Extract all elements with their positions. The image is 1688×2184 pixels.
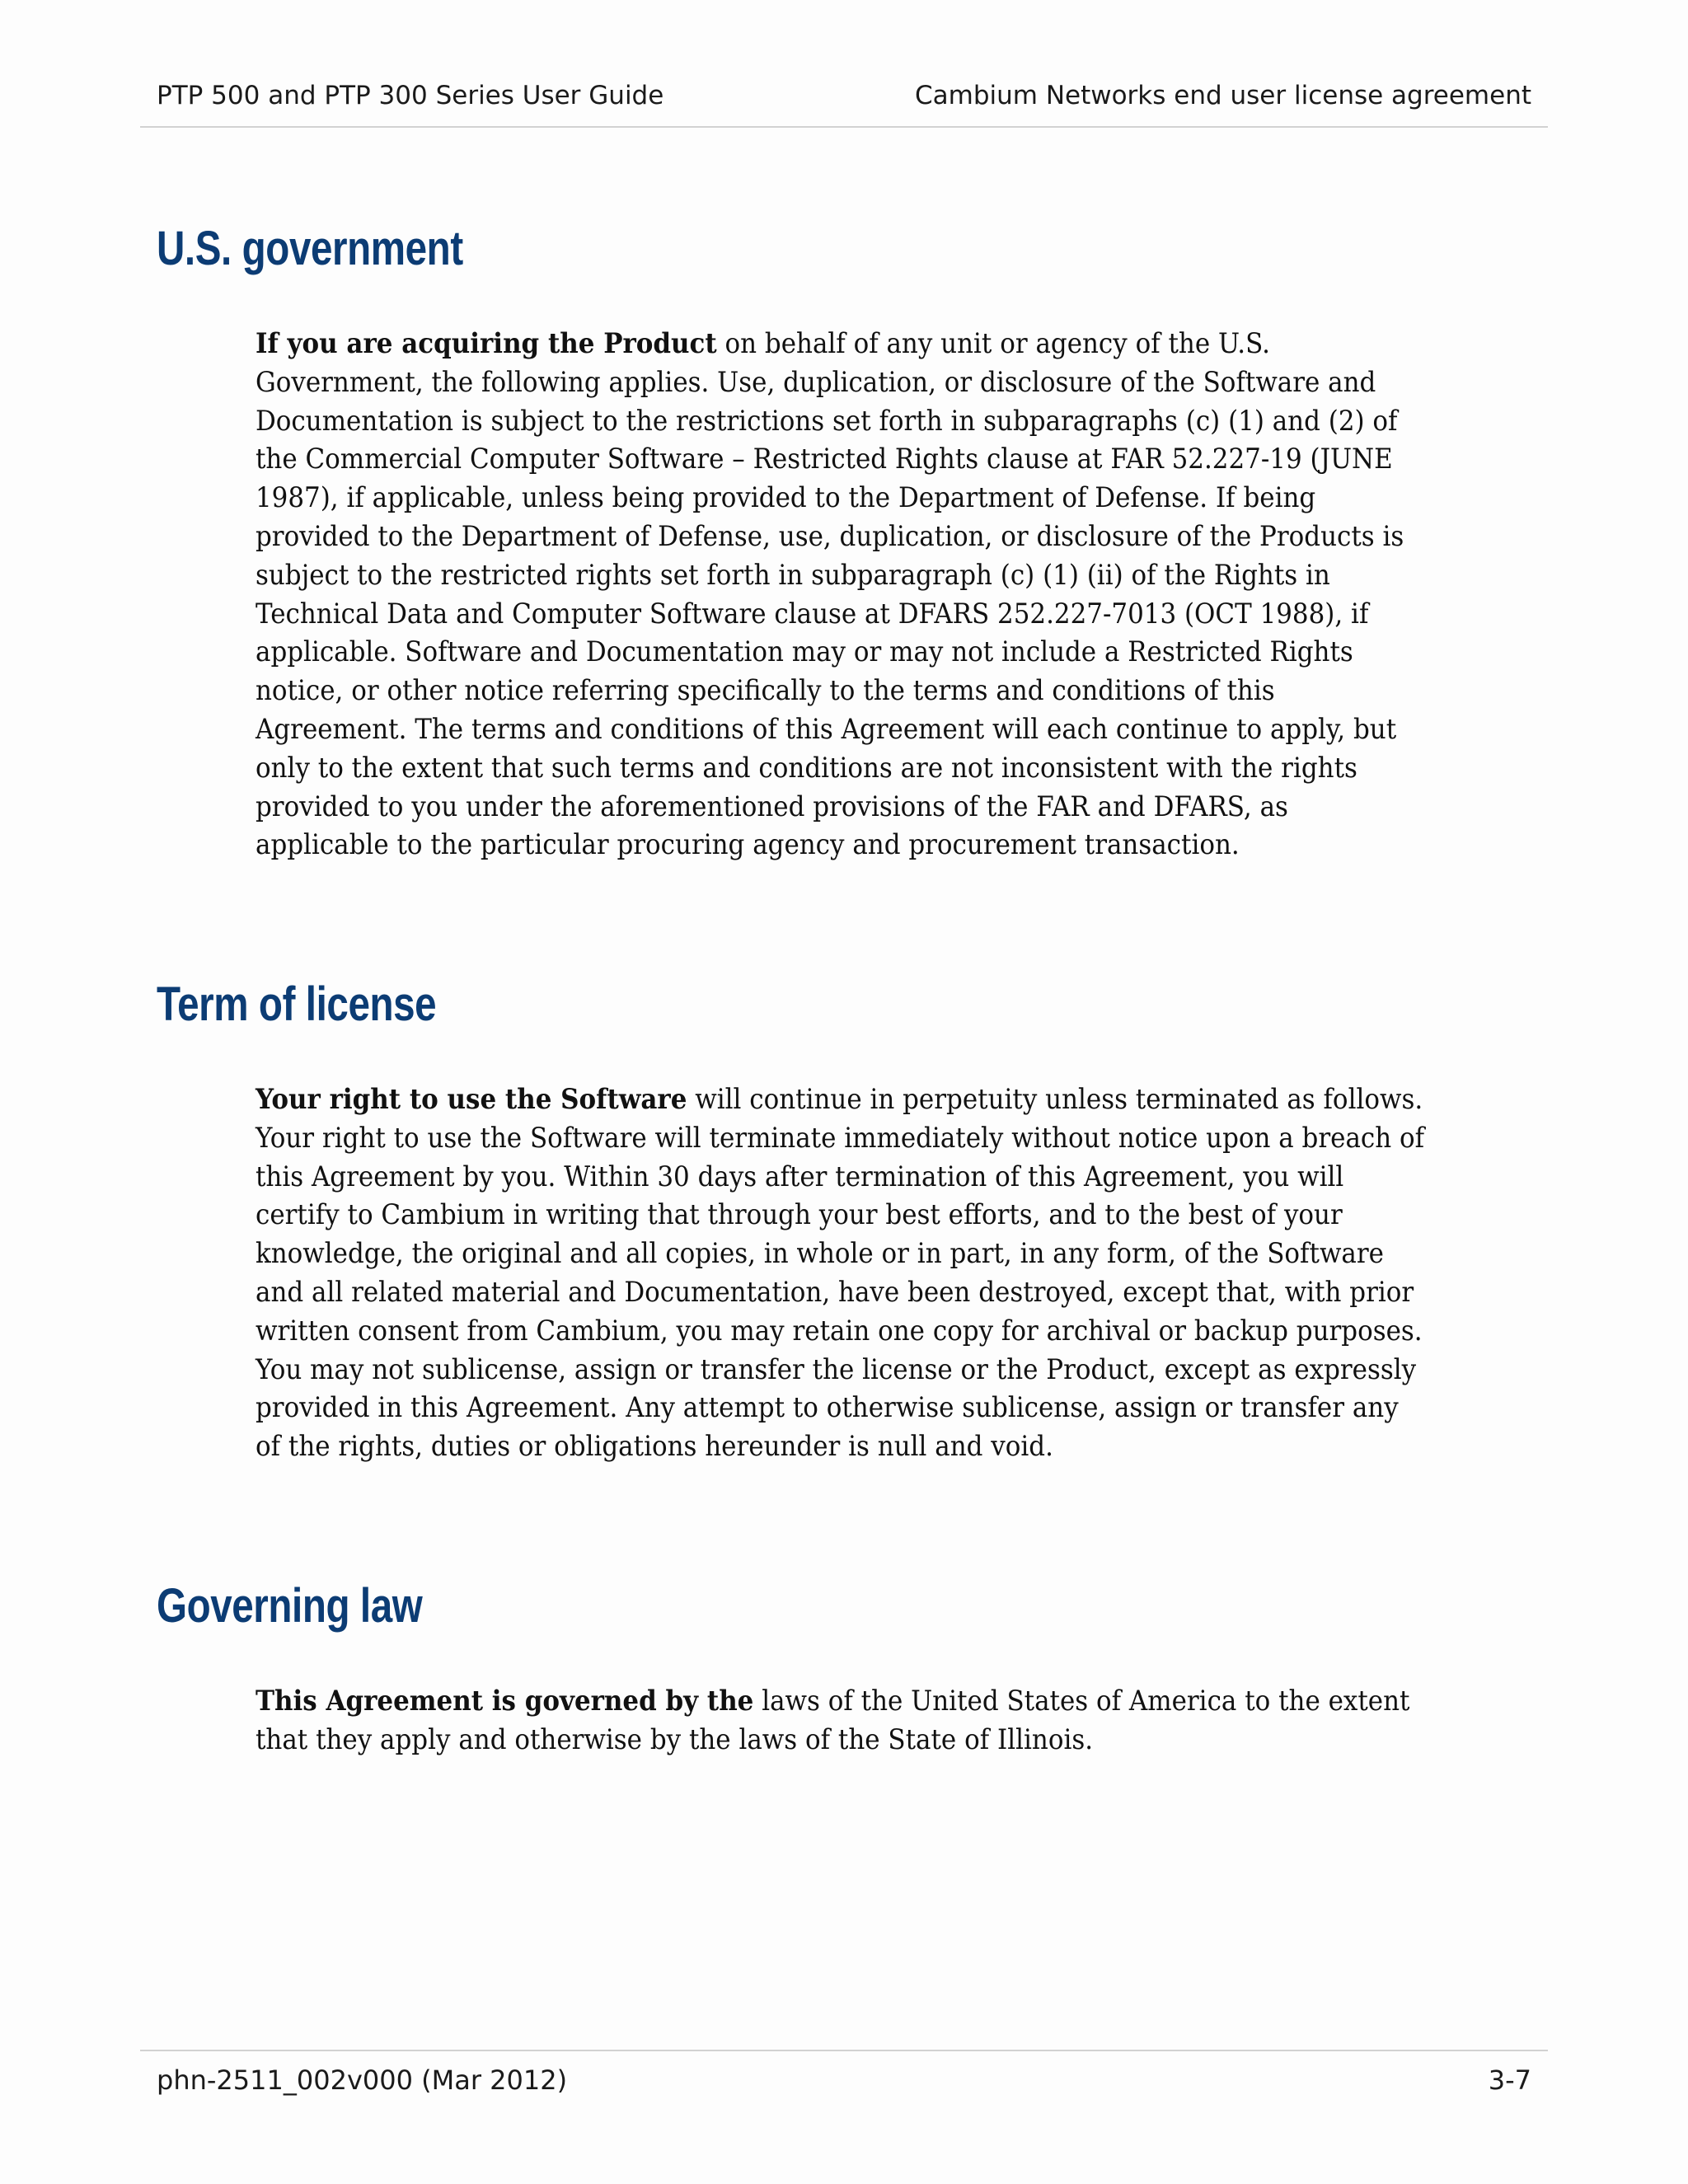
paragraph-us-government (256, 325, 1426, 865)
paragraph-governing-law (256, 1682, 1426, 1760)
heading-term-of-license: Term of license (157, 977, 437, 1031)
paragraph-lead: This Agreement is governed by the (256, 1685, 754, 1718)
paragraph-text: on behalf of any unit or agency of the U.S. Government, the following applies. Use, duplication, or disclosure of the Software and Documentation is subject to the restrictions set forth in subparagraphs (c) (1) and (2) of the Commercial Computer Software – Restricted Rights clause at FAR 52.227-19 (JUNE 1987), if applicable, unless being provided to the Department of Defense. If being provided to the Department of Defense, use, duplication, or disclosure of the Products is subject to the restricted rights set forth in subparagraph (c) (1) (ii) of the Rights in Technical Data and Computer Software clause at DFARS 252.227-7013 (OCT 1988), if applicable. Software and Documentation may or may not include a Restricted Rights notice, or other notice referring specifically to the terms and conditions of this Agreement. The terms and conditions of this Agreement will each continue to apply, but only to the extent that such terms and conditions are not inconsistent with the rights provided to you under the aforementioned provisions of the FAR and DFARS, as applicable to the particular procuring agency and procurement transaction. (256, 327, 1404, 862)
document-id: phn-2511_002v000 (Mar 2012) (157, 2064, 568, 2096)
page-footer (140, 2050, 1548, 2096)
paragraph-lead: If you are acquiring the Product (256, 327, 717, 360)
document-title: PTP 500 and PTP 300 Series User Guide (157, 81, 664, 110)
paragraph-text: will continue in perpetuity unless terminated as follows. Your right to use the Software will terminate immediately without notice upon a breach of this Agreement by you. Within 30 days after termination of this Agreement, you will certify to Cambium in writing that through your best efforts, and to the best of your knowledge, the original and all copies, in whole or in part, in any form, of the Software and all related material and Documentation, have been destroyed, except that, with prior written consent from Cambium, you may retain one copy for archival or backup purposes. You may not sublicense, assign or transfer the license or the Product, except as expressly provided in this Agreement. Any attempt to otherwise sublicense, assign or transfer any of the rights, duties or obligations hereunder is null and void. (256, 1083, 1425, 1464)
paragraph-text: laws of the United States of America to the extent that they apply and otherwise by the laws of the State of Illinois. (256, 1685, 1410, 1756)
paragraph-lead: Your right to use the Software (256, 1083, 687, 1116)
paragraph-term-of-license (256, 1080, 1426, 1466)
heading-us-government: U.S. government (157, 222, 463, 275)
page-number: 3-7 (1488, 2064, 1531, 2096)
page-header (140, 0, 1548, 128)
heading-governing-law: Governing law (157, 1579, 423, 1633)
chapter-title: Cambium Networks end user license agreement (914, 81, 1531, 110)
